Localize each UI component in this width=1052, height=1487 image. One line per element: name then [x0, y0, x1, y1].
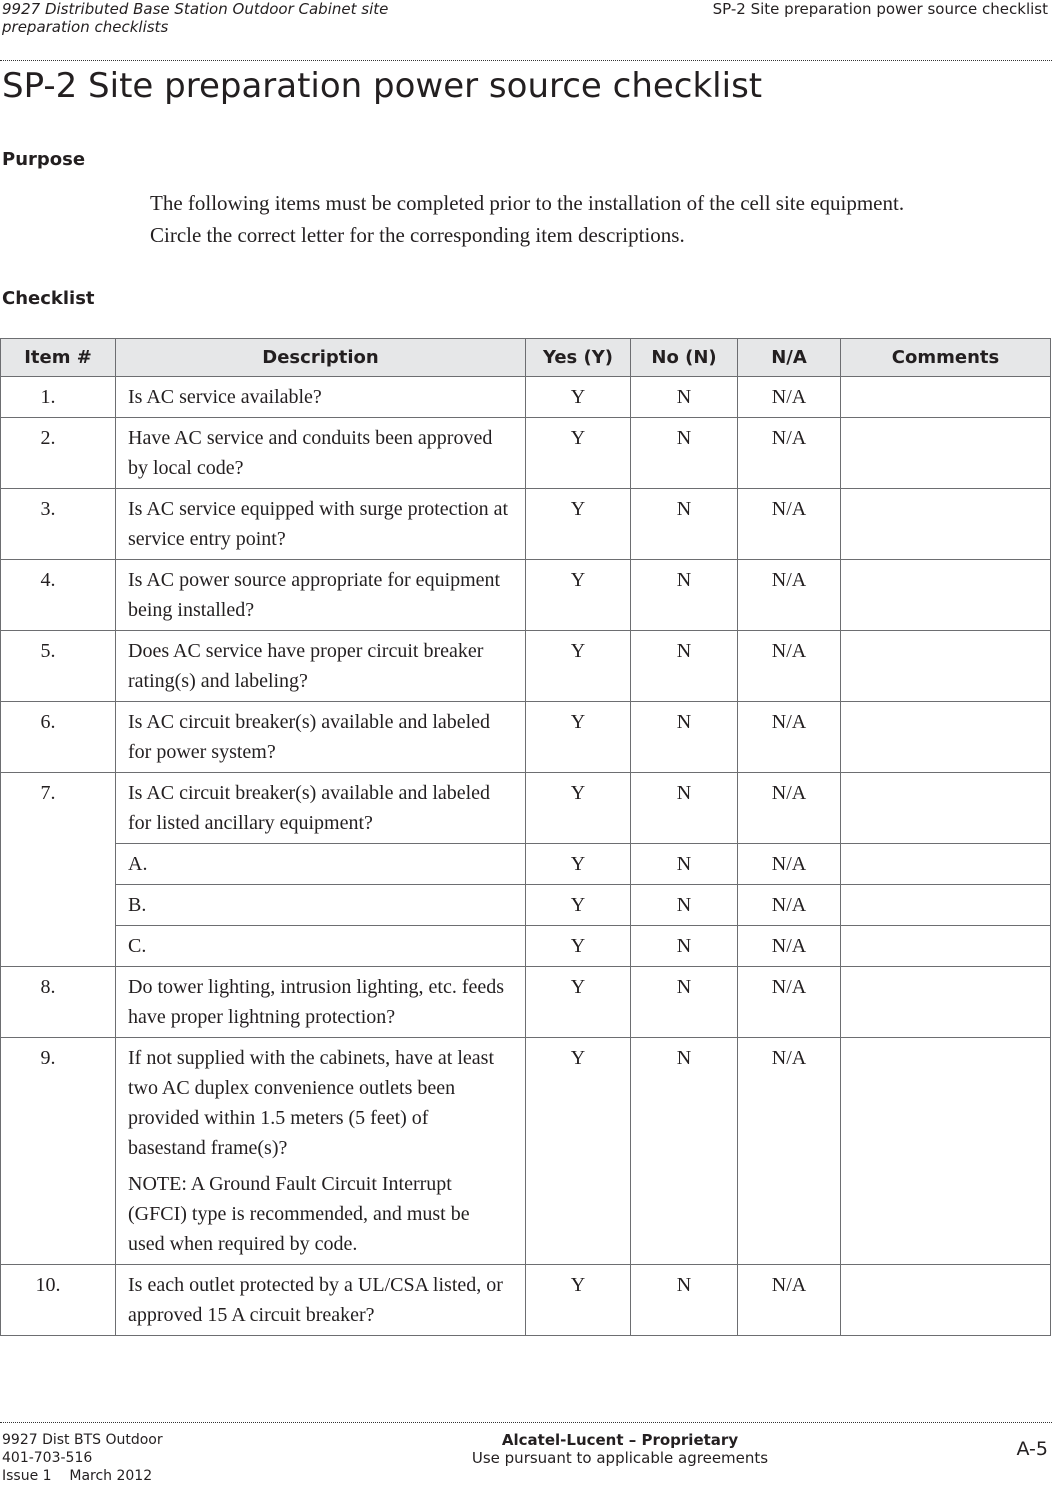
yes-option[interactable]: Y	[526, 844, 631, 885]
header-doc-title-line2: preparation checklists	[2, 18, 169, 36]
column-header-yes: Yes (Y)	[526, 339, 631, 377]
checklist-heading: Checklist	[2, 288, 95, 309]
no-option[interactable]: N	[631, 489, 738, 560]
sub-item-description: A.	[116, 844, 526, 885]
comments-cell[interactable]	[841, 967, 1051, 1038]
comments-cell[interactable]	[841, 377, 1051, 418]
item-number: 10.	[1, 1265, 116, 1336]
purpose-paragraph	[150, 187, 1050, 251]
comments-cell[interactable]	[841, 1265, 1051, 1336]
item-number: 8.	[1, 967, 116, 1038]
item-description: If not supplied with the cabinets, have at least two AC duplex convenience outlets been provided within 1.5 meters (5 feet) of basestand frame(s)?	[128, 1047, 495, 1159]
table-row	[1, 773, 1051, 844]
item-number: 1.	[1, 377, 116, 418]
yes-option[interactable]: Y	[526, 1038, 631, 1265]
item-description: Is AC circuit breaker(s) available and labeled for power system?	[116, 702, 526, 773]
comments-cell[interactable]	[841, 926, 1051, 967]
no-option[interactable]: N	[631, 926, 738, 967]
na-option[interactable]: N/A	[738, 631, 841, 702]
na-option[interactable]: N/A	[738, 1038, 841, 1265]
yes-option[interactable]: Y	[526, 489, 631, 560]
running-header-right: SP-2 Site preparation power source checklist	[712, 0, 1048, 18]
na-option[interactable]: N/A	[738, 967, 841, 1038]
footer-proprietary-label: Alcatel-Lucent – Proprietary	[501, 1431, 739, 1449]
footer-doc-number: 401-703-516	[2, 1450, 93, 1466]
item-description: Do tower lighting, intrusion lighting, etc. feeds have proper lightning protection?	[116, 967, 526, 1038]
table-row	[1, 702, 1051, 773]
na-option[interactable]: N/A	[738, 560, 841, 631]
purpose-line-1: The following items must be completed prior to the installation of the cell site equipment.	[150, 191, 905, 215]
item-description: Is AC circuit breaker(s) available and labeled for listed ancillary equipment?	[116, 773, 526, 844]
item-description: Is AC service available?	[116, 377, 526, 418]
purpose-heading: Purpose	[2, 149, 86, 170]
table-row	[1, 1265, 1051, 1336]
item-number: 5.	[1, 631, 116, 702]
header-doc-title-line1: 9927 Distributed Base Station Outdoor Cabinet site	[2, 0, 389, 18]
table-row	[1, 631, 1051, 702]
table-row	[1, 967, 1051, 1038]
comments-cell[interactable]	[841, 844, 1051, 885]
item-number: 6.	[1, 702, 116, 773]
na-option[interactable]: N/A	[738, 702, 841, 773]
table-row	[1, 418, 1051, 489]
item-description: Is AC service equipped with surge protection at service entry point?	[116, 489, 526, 560]
no-option[interactable]: N	[631, 377, 738, 418]
no-option[interactable]: N	[631, 844, 738, 885]
item-description: Is AC power source appropriate for equipment being installed?	[116, 560, 526, 631]
table-header-row	[1, 339, 1051, 377]
sub-item-description: C.	[116, 926, 526, 967]
column-header-comments: Comments	[841, 339, 1051, 377]
no-option[interactable]: N	[631, 967, 738, 1038]
purpose-line-2: Circle the correct letter for the corresponding item descriptions.	[150, 223, 685, 247]
item-number: 9.	[1, 1038, 116, 1265]
comments-cell[interactable]	[841, 560, 1051, 631]
comments-cell[interactable]	[841, 418, 1051, 489]
no-option[interactable]: N	[631, 1038, 738, 1265]
column-header-na: N/A	[738, 339, 841, 377]
item-description: Is each outlet protected by a UL/CSA listed, or approved 15 A circuit breaker?	[116, 1265, 526, 1336]
no-option[interactable]: N	[631, 702, 738, 773]
footer-usage-terms: Use pursuant to applicable agreements	[471, 1449, 769, 1467]
na-option[interactable]: N/A	[738, 1265, 841, 1336]
running-header-left	[2, 0, 472, 36]
item-note: NOTE: A Ground Fault Circuit Interrupt (GFCI) type is recommended, and must be used when required by code.	[128, 1173, 470, 1255]
yes-option[interactable]: Y	[526, 702, 631, 773]
no-option[interactable]: N	[631, 773, 738, 844]
item-number: 2.	[1, 418, 116, 489]
comments-cell[interactable]	[841, 1038, 1051, 1265]
column-header-item: Item #	[1, 339, 116, 377]
comments-cell[interactable]	[841, 885, 1051, 926]
no-option[interactable]: N	[631, 631, 738, 702]
na-option[interactable]: N/A	[738, 377, 841, 418]
yes-option[interactable]: Y	[526, 418, 631, 489]
sub-item-description: B.	[116, 885, 526, 926]
yes-option[interactable]: Y	[526, 967, 631, 1038]
table-row	[1, 489, 1051, 560]
item-number: 7.	[1, 773, 116, 967]
na-option[interactable]: N/A	[738, 926, 841, 967]
na-option[interactable]: N/A	[738, 418, 841, 489]
item-description-cell	[116, 1038, 526, 1265]
footer-divider	[0, 1422, 1052, 1423]
no-option[interactable]: N	[631, 1265, 738, 1336]
table-subrow	[1, 885, 1051, 926]
table-row	[1, 377, 1051, 418]
no-option[interactable]: N	[631, 560, 738, 631]
footer-doc-info	[2, 1431, 163, 1485]
comments-cell[interactable]	[841, 489, 1051, 560]
item-description: Does AC service have proper circuit breaker rating(s) and labeling?	[116, 631, 526, 702]
table-subrow	[1, 844, 1051, 885]
no-option[interactable]: N	[631, 885, 738, 926]
comments-cell[interactable]	[841, 631, 1051, 702]
yes-option[interactable]: Y	[526, 377, 631, 418]
na-option[interactable]: N/A	[738, 844, 841, 885]
yes-option[interactable]: Y	[526, 560, 631, 631]
checklist-table	[0, 338, 1051, 1336]
footer-doc-name: 9927 Dist BTS Outdoor	[2, 1432, 163, 1448]
yes-option[interactable]: Y	[526, 1265, 631, 1336]
item-description: Have AC service and conduits been approved by local code?	[116, 418, 526, 489]
page-title: SP-2 Site preparation power source checklist	[2, 66, 763, 106]
footer-issue-date: Issue 1 March 2012	[2, 1468, 153, 1484]
yes-option[interactable]: Y	[526, 885, 631, 926]
yes-option[interactable]: Y	[526, 926, 631, 967]
na-option[interactable]: N/A	[738, 773, 841, 844]
yes-option[interactable]: Y	[526, 773, 631, 844]
header-divider	[0, 60, 1052, 61]
page-number: A-5	[1016, 1438, 1048, 1460]
comments-cell[interactable]	[841, 702, 1051, 773]
footer-proprietary-notice	[400, 1431, 840, 1467]
na-option[interactable]: N/A	[738, 489, 841, 560]
na-option[interactable]: N/A	[738, 885, 841, 926]
table-subrow	[1, 926, 1051, 967]
comments-cell[interactable]	[841, 773, 1051, 844]
yes-option[interactable]: Y	[526, 631, 631, 702]
column-header-no: No (N)	[631, 339, 738, 377]
item-number: 3.	[1, 489, 116, 560]
column-header-description: Description	[116, 339, 526, 377]
item-number: 4.	[1, 560, 116, 631]
no-option[interactable]: N	[631, 418, 738, 489]
table-row	[1, 560, 1051, 631]
table-row	[1, 1038, 1051, 1265]
